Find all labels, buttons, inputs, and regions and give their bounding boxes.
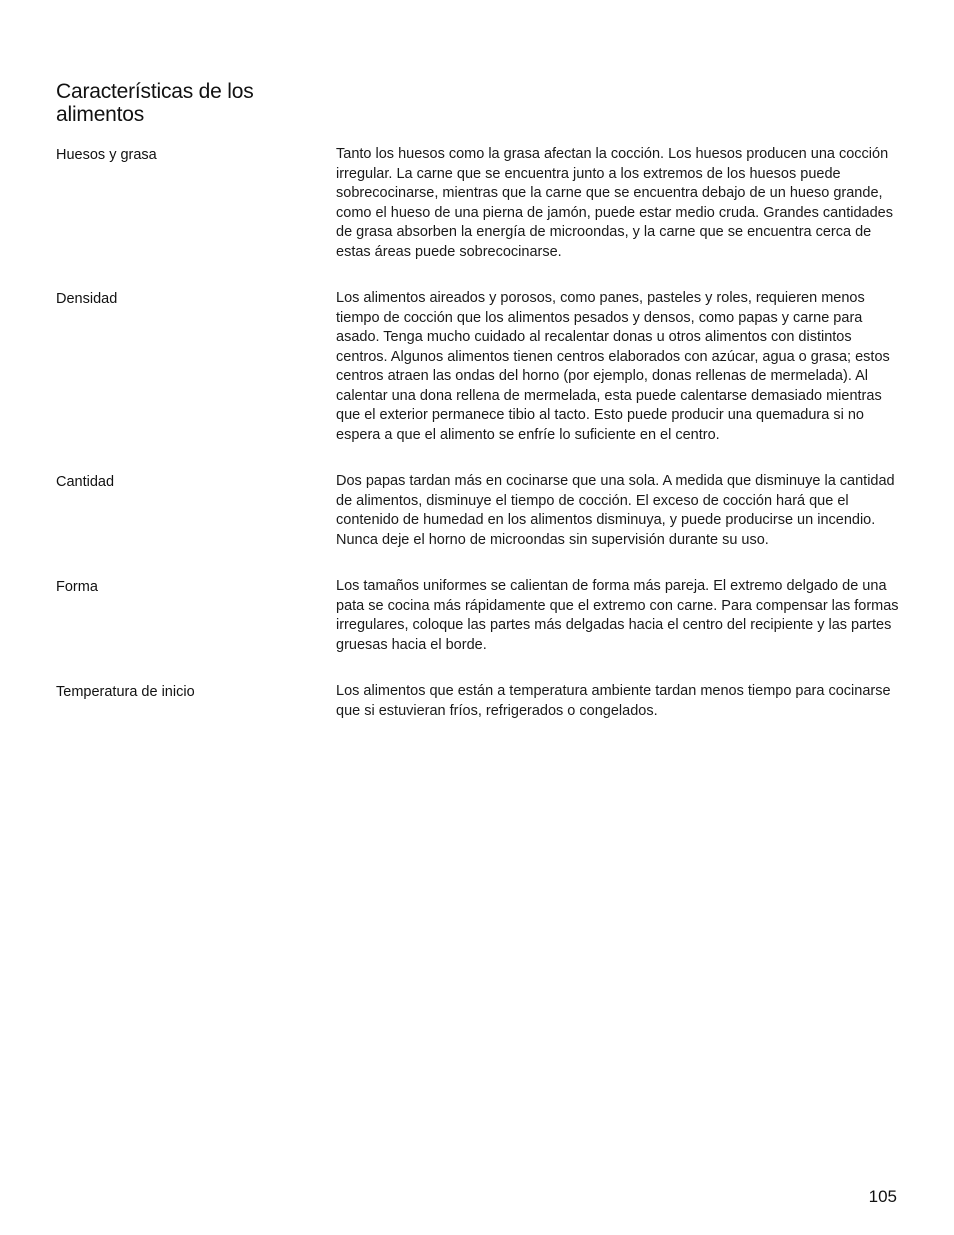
section-description: Los alimentos aireados y porosos, como panes, pasteles y roles, requieren menos tiempo de cocción que los alimentos pesados y densos, como papas y carne para asado. Tenga mucho cuidado al recalentar donas u otros alimentos con distintos centros. Algunos alimentos tienen centros elaborados con azúcar, agua o grasa; estos centros atraen las ondas del horno (por ejemplo, donas rellenas de mermelada). Al calentar una dona rellena de mermelada, esta puede calentarse demasiado mientras que el exterior permanece tibio al tacto. Esto puede producir una quemadura si no espera a que el alimento se enfríe lo suficiente en el centro. [336, 290, 890, 443]
page-number: 105 [868, 1187, 897, 1206]
section-huesos-y-grasa [56, 145, 901, 262]
section-forma [56, 577, 901, 655]
section-term: Densidad [56, 291, 118, 307]
page-title: Características de los alimentos [56, 80, 254, 126]
section-cantidad [56, 472, 901, 550]
food-characteristics-list [56, 145, 901, 721]
section-term: Forma [56, 579, 98, 595]
section-densidad [56, 289, 901, 445]
section-term: Huesos y grasa [56, 147, 157, 163]
section-term: Cantidad [56, 474, 115, 490]
section-description: Los tamaños uniformes se calientan de forma más pareja. El extremo delgado de una pata se cocina más rápidamente que el extremo con carne. Para compensar las formas irregulares, coloque las partes más delgadas hacia el centro del recipiente y las partes gruesas hacia el borde. [336, 578, 899, 653]
section-description: Dos papas tardan más en cocinarse que una sola. A medida que disminuye la cantidad de alimentos, disminuye el tiempo de cocción. El exceso de cocción hará que el contenido de humedad en los alimentos disminuya, y puede producirse un incendio. Nunca deje el horno de microondas sin supervisión durante su uso. [336, 473, 895, 548]
section-term: Temperatura de inicio [56, 684, 195, 700]
section-temperatura-de-inicio [56, 682, 901, 721]
section-description: Los alimentos que están a temperatura ambiente tardan menos tiempo para cocinarse que si estuvieran fríos, refrigerados o congelados. [336, 683, 891, 719]
section-description: Tanto los huesos como la grasa afectan la cocción. Los huesos producen una cocción irregular. La carne que se encuentra junto a los extremos de los huesos puede sobrecocinarse, mientras que la carne que se encuentra debajo de un hueso grande, como el hueso de una pierna de jamón, puede estar medio cruda. Grandes cantidades de grasa absorben la energía de microondas, y la carne que se encuentra cerca de estas áreas puede sobrecocinarse. [336, 146, 893, 260]
